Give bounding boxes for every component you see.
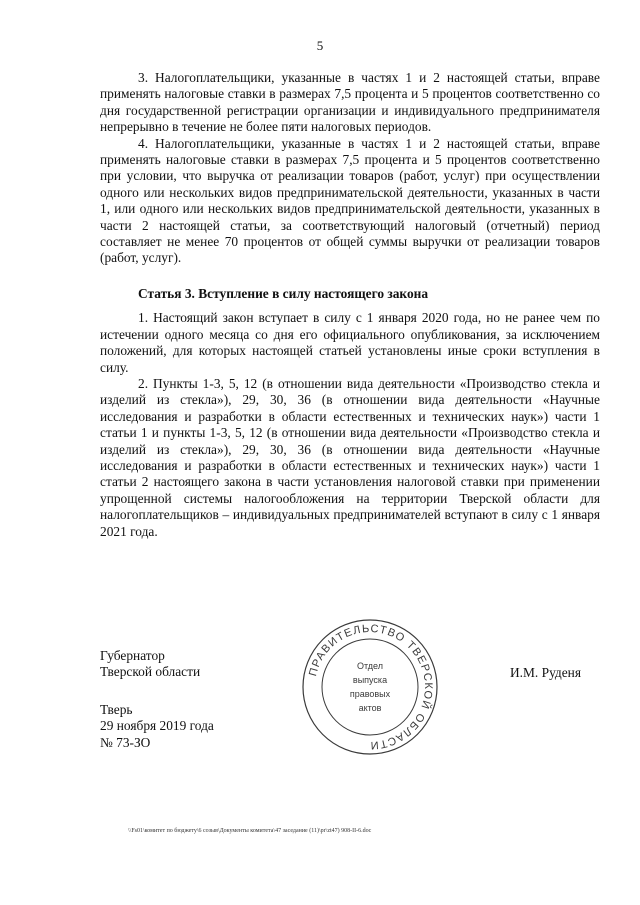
signatory-name: И.М. Руденя	[510, 665, 581, 680]
article-3-heading: Статья 3. Вступление в силу настоящего закона	[138, 285, 429, 301]
city: Тверь	[100, 702, 133, 717]
paragraph-4: 4. Налогоплательщики, указанные в частях 1 и 2 настоящей статьи, вправе применять налоговые ставки в размерах 7,5 процента и 5 процентов соответственно при условии, что выручка от реализации товаров (работ, услуг) при осуществлении одного или нескольких видов предпринимательской деятельности, указанных в части 1, или одного или нескольких видов предпринимательской деятельности, указанных в части 2 настоящей статьи, за соответствующий налоговый (отчетный) период составляет не менее 70 процентов от общей суммы выручки от реализации товаров (работ, услуг).	[100, 135, 600, 266]
signatory-title	[100, 648, 200, 681]
stamp-line-4: актов	[358, 703, 382, 713]
stamp-line-3: правовых	[349, 689, 391, 699]
signatory-title-line1: Губернатор	[100, 648, 165, 663]
law-number: № 73-ЗО	[100, 734, 151, 750]
svg-text:ПРАВИТЕЛЬСТВО ТВЕРСКОЙ ОБЛАСТИ	[307, 623, 434, 751]
stamp-ring-text: ПРАВИТЕЛЬСТВО ТВЕРСКОЙ ОБЛАСТИ	[307, 622, 435, 752]
article-3-paragraph-1: 1. Настоящий закон вступает в силу с 1 января 2020 года, но не ранее чем по истечении одного месяца со дня его официального опубликования, за исключением положений, для которых настоящей статьей установлены иные сроки вступления в силу.	[100, 310, 600, 375]
stamp-line-1: Отдел	[356, 661, 384, 671]
article-3-paragraph-2: 2. Пункты 1-3, 5, 12 (в отношении вида деятельности «Производство стекла и изделий из стекла»), 29, 30, 36 (в отношении вида деятельности «Научные исследования и разработки в области естественных и технических наук») части 1 статьи 1 и пункты 1-3, 5, 12 (в отношении вида деятельности «Производство стекла и изделий из стекла»), 29, 30, 36 (в отношении вида деятельности «Научные исследования и разработки в области естественных и технических наук») части 1 статьи 2 настоящего закона в части установления налоговой ставки при применении упрощенной системы налогообложения на территории Тверской области для налогоплательщиков – индивидуальных предпринимателей вступают в силу с 1 января 2021 года.	[100, 375, 600, 539]
law-date: 29 ноября 2019 года	[100, 718, 214, 734]
stamp-line-2: выпуска	[352, 675, 388, 685]
footer-file-path: \\Fs01\комитет по бюджету\6 созыв\Документы комитета\47 заседание (11)\pr\zt47) 908-II-6.doc	[128, 828, 372, 834]
page-number: 5	[316, 38, 324, 53]
official-stamp	[300, 617, 440, 757]
signatory-title-line2: Тверской области	[100, 664, 201, 680]
signature-place-date	[100, 702, 214, 751]
document-body	[100, 70, 600, 540]
paragraph-3: 3. Налогоплательщики, указанные в частях 1 и 2 настоящей статьи, вправе применять налоговые ставки в размерах 7,5 процента и 5 процентов соответственно со дня государственной регистрации организации и индивидуального предпринимателя непрерывно в течение не более пяти налоговых периодов.	[100, 70, 600, 135]
